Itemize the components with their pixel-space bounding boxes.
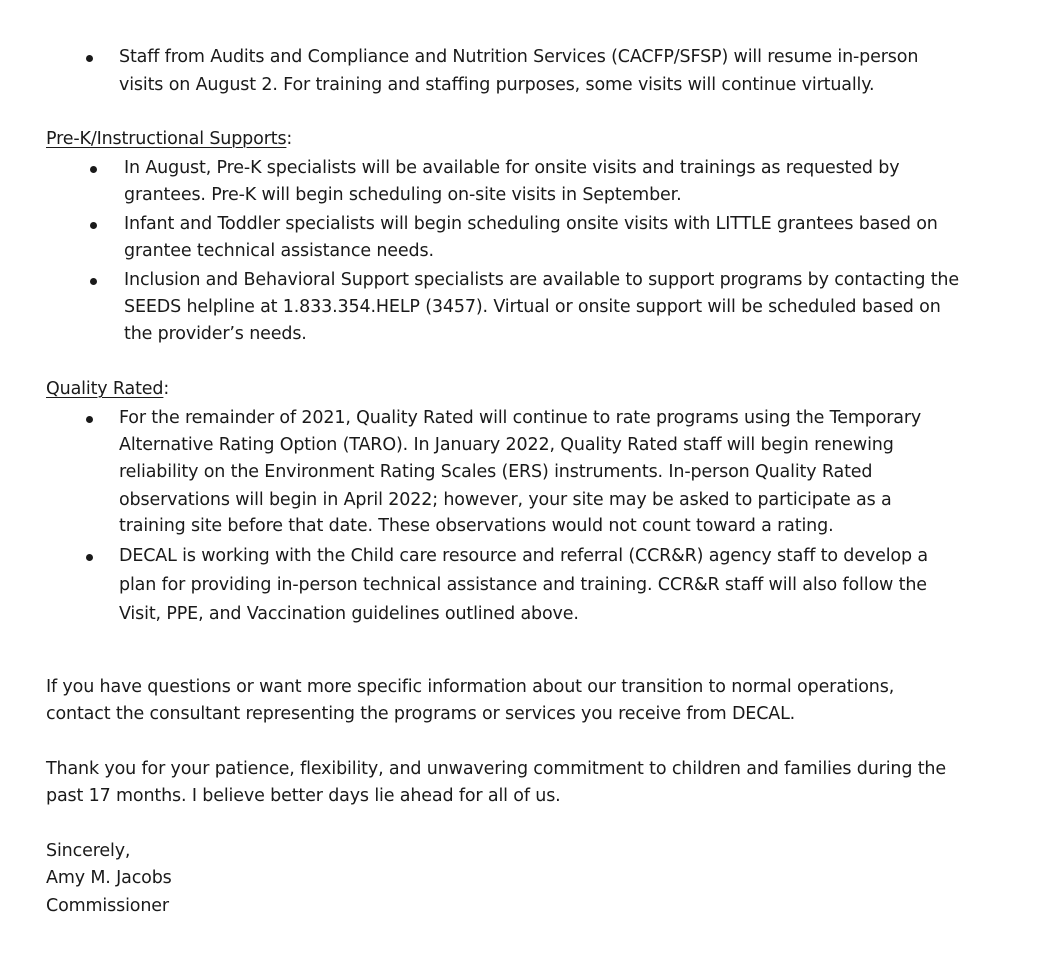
bullet-text-line: grantee technical assistance needs. <box>124 241 434 261</box>
bullet-point <box>86 554 93 561</box>
bullet-text-line: DECAL is working with the Child care resource and referral (CCR&R) agency staff to develop a <box>119 546 928 566</box>
bullet-text-line: Alternative Rating Option (TARO). In January 2022, Quality Rated staff will begin renewing <box>119 435 894 455</box>
section-heading-prek-text: Pre-K/Instructional Supports <box>46 129 287 149</box>
bullet-text-line: grantees. Pre-K will begin scheduling on-site visits in September. <box>124 185 682 205</box>
bullet-text-line: For the remainder of 2021, Quality Rated will continue to rate programs using the Temporary <box>119 408 922 428</box>
bullet-text-line: plan for providing in-person technical assistance and training. CCR&R staff will also follow the <box>119 575 927 595</box>
bullet-point <box>90 278 97 285</box>
bullet-point <box>86 416 93 423</box>
section-heading-quality-rated <box>46 378 169 400</box>
bullet-text-line: Visit, PPE, and Vaccination guidelines outlined above. <box>119 604 579 624</box>
paragraph-line: past 17 months. I believe better days lie ahead for all of us. <box>46 786 561 806</box>
section-heading-quality-rated-text: Quality Rated <box>46 379 164 399</box>
valediction: Sincerely, <box>46 841 131 861</box>
bullet-point <box>90 222 97 229</box>
signatory-name: Amy M. Jacobs <box>46 868 172 888</box>
bullet-text-line: SEEDS helpline at 1.833.354.HELP (3457). Virtual or onsite support will be scheduled based on <box>124 297 941 317</box>
heading-colon: : <box>286 129 293 149</box>
paragraph-line: If you have questions or want more specific information about our transition to normal operations, <box>46 677 895 697</box>
bullet-point <box>86 55 93 62</box>
bullet-text-line: training site before that date. These observations would not count toward a rating. <box>119 516 834 536</box>
bullet-text-line: visits on August 2. For training and staffing purposes, some visits will continue virtually. <box>119 75 875 95</box>
signatory-title: Commissioner <box>46 896 169 916</box>
bullet-text-line: observations will begin in April 2022; however, your site may be asked to participate as a <box>119 490 892 510</box>
bullet-text-line: Inclusion and Behavioral Support specialists are available to support programs by contacting the <box>124 270 959 290</box>
bullet-text-line: Infant and Toddler specialists will begin scheduling onsite visits with LITTLE grantees based on <box>124 214 938 234</box>
bullet-text-line: the provider’s needs. <box>124 324 307 344</box>
heading-colon: : <box>163 379 170 399</box>
bullet-text-line: reliability on the Environment Rating Scales (ERS) instruments. In-person Quality Rated <box>119 462 873 482</box>
bullet-text-line: In August, Pre-K specialists will be available for onsite visits and trainings as requested by <box>124 158 900 178</box>
paragraph-line: Thank you for your patience, flexibility, and unwavering commitment to children and families during the <box>46 759 946 779</box>
bullet-point <box>90 166 97 173</box>
paragraph-line: contact the consultant representing the programs or services you receive from DECAL. <box>46 704 796 724</box>
bullet-text-line: Staff from Audits and Compliance and Nutrition Services (CACFP/SFSP) will resume in-person <box>119 47 919 67</box>
section-heading-prek <box>46 128 292 150</box>
